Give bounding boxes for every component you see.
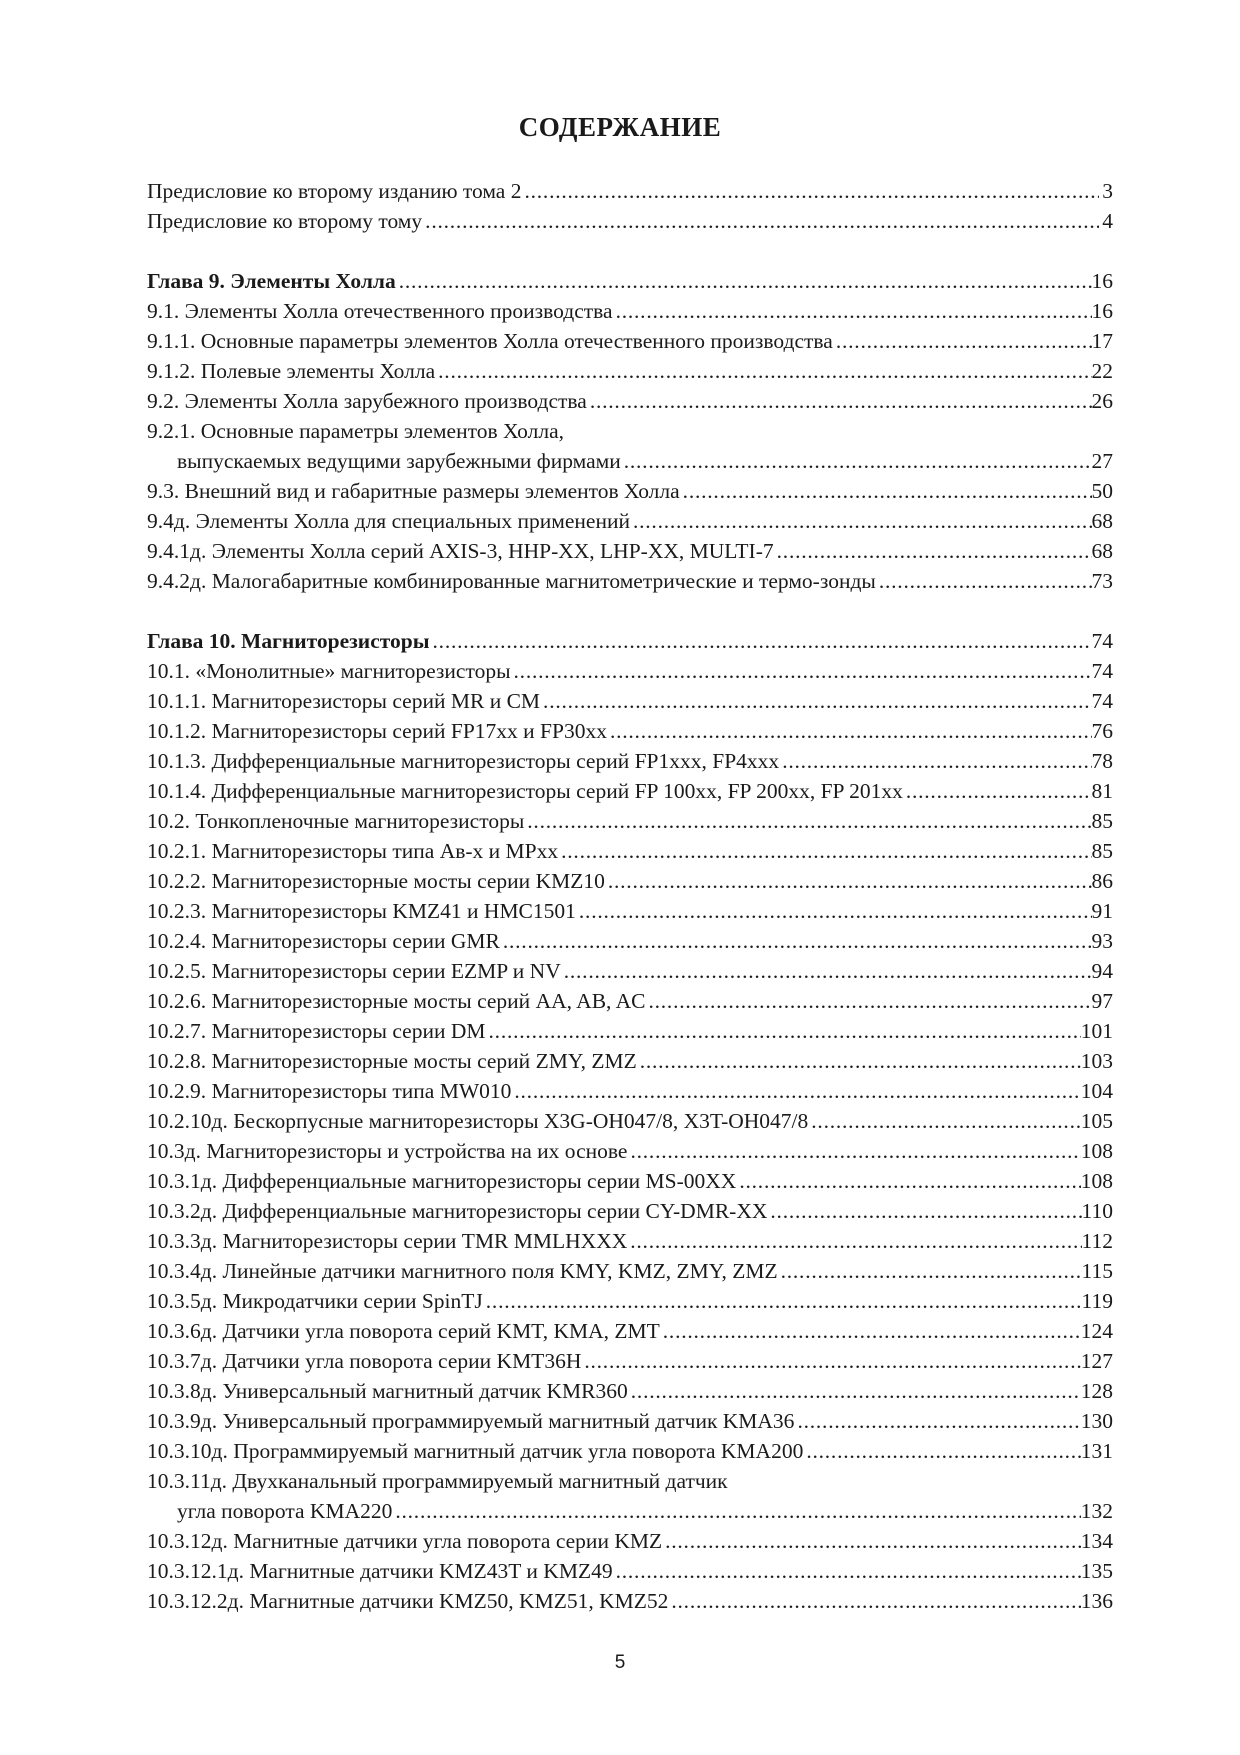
toc-entry[interactable] (147, 956, 1113, 986)
toc-entry[interactable] (147, 1106, 1113, 1136)
toc-entry-page: 26 (1091, 389, 1113, 413)
dot-leader (430, 626, 1092, 656)
toc-entry-label: 9.2. Элементы Холла зарубежного производства (147, 389, 587, 413)
toc-entry[interactable] (147, 716, 1113, 746)
toc-entry-page: 86 (1091, 869, 1113, 893)
toc-entry[interactable] (147, 1526, 1113, 1556)
dot-leader (637, 1046, 1081, 1076)
dot-leader (627, 1136, 1080, 1166)
toc-chapter-label (147, 626, 430, 656)
toc-entry[interactable] (147, 1376, 1113, 1406)
toc-entry[interactable] (147, 416, 1113, 446)
toc-entry-page: 93 (1091, 929, 1113, 953)
toc-entry-label: 9.1.2. Полевые элементы Холла (147, 359, 436, 383)
toc-entry-page: 81 (1091, 779, 1113, 803)
toc-entry-label: Предисловие ко второму изданию тома 2 (147, 179, 522, 203)
dot-leader (774, 536, 1092, 566)
toc-entry-page: 134 (1080, 1529, 1113, 1553)
dot-leader (803, 1436, 1080, 1466)
dot-leader (561, 956, 1092, 986)
toc-entry[interactable] (147, 1556, 1113, 1586)
toc-chapter-entry[interactable] (147, 266, 1113, 296)
toc-entry-label: 10.2.8. Магниторезисторные мосты серий ZMY, ZMZ (147, 1049, 637, 1073)
dot-leader (613, 296, 1092, 326)
toc-entry-page: 135 (1080, 1559, 1113, 1583)
toc-entry-page: 50 (1091, 479, 1113, 503)
toc-entry-page: 108 (1080, 1169, 1113, 1193)
toc-entry[interactable] (147, 1316, 1113, 1346)
toc-chapter-entry[interactable] (147, 626, 1113, 656)
dot-leader (587, 386, 1092, 416)
toc-entry[interactable] (147, 566, 1113, 596)
toc-entry[interactable] (147, 686, 1113, 716)
toc-entry-label: 10.1.1. Магниторезисторы серий MR и CM (147, 689, 541, 713)
toc-entry[interactable] (147, 776, 1113, 806)
toc-entry-page: 136 (1080, 1589, 1113, 1613)
toc-entry-label: 10.3.5д. Микродатчики серии SpinTJ (147, 1289, 483, 1313)
toc-entry-page: 130 (1080, 1409, 1113, 1433)
dot-leader (794, 1406, 1080, 1436)
toc-entry-label: 9.1.1. Основные параметры элементов Холла отечественного производства (147, 329, 833, 353)
toc-entry-label: 10.1.4. Дифференциальные магниторезисторы серий FP 100xx, FP 200xx, FP 201xx (147, 779, 903, 803)
toc-entry-label: 10.3.4д. Линейные датчики магнитного поля KMY, KMZ, ZMY, ZMZ (147, 1259, 778, 1283)
toc-entry-label: 10.2.9. Магниторезисторы типа MW010 (147, 1079, 512, 1103)
toc-entry-page: 76 (1091, 719, 1113, 743)
toc-entry-page: 132 (1080, 1499, 1113, 1523)
dot-leader (500, 926, 1092, 956)
toc-entry-label: 10.3.1д. Дифференциальные магниторезисторы серии MS-00XX (147, 1169, 737, 1193)
toc-entry-page: 131 (1080, 1439, 1113, 1463)
toc-entry-page: 105 (1080, 1109, 1113, 1133)
toc-entry[interactable] (147, 1466, 1113, 1496)
toc-entry[interactable] (147, 206, 1113, 236)
toc-entry[interactable] (147, 656, 1113, 686)
toc-entry-label: выпускаемых ведущими зарубежными фирмами (177, 449, 621, 473)
dot-leader (621, 446, 1092, 476)
dot-leader (680, 476, 1092, 506)
toc-entry-label: 10.3.12.1д. Магнитные датчики KMZ43T и KMZ49 (147, 1559, 613, 1583)
toc-entry-page: 103 (1080, 1049, 1113, 1073)
toc-entry-page: 16 (1091, 269, 1113, 293)
dot-leader (630, 506, 1092, 536)
toc-entry[interactable] (147, 1076, 1113, 1106)
dot-leader (521, 176, 1099, 206)
dot-leader (435, 356, 1091, 386)
toc-entry-label: 9.4.1д. Элементы Холла серий AXIS-3, HHP-XX, LHP-XX, MULTI-7 (147, 539, 774, 563)
dot-leader (576, 896, 1092, 926)
dot-leader (396, 266, 1092, 296)
dot-leader (903, 776, 1092, 806)
dot-leader (833, 326, 1092, 356)
toc-entry[interactable] (147, 476, 1113, 506)
toc-entry[interactable] (147, 1256, 1113, 1286)
toc-entry[interactable] (147, 1436, 1113, 1466)
toc-entry-label: 10.1.2. Магниторезисторы серий FP17xx и FP30xx (147, 719, 607, 743)
toc-entry-page: 85 (1091, 809, 1113, 833)
dot-leader (392, 1496, 1080, 1526)
toc-entry-label: 10.2. Тонкопленочные магниторезисторы (147, 809, 525, 833)
toc-entry-label: 9.3. Внешний вид и габаритные размеры элементов Холла (147, 479, 680, 503)
dot-leader (524, 806, 1091, 836)
toc-entry[interactable] (147, 866, 1113, 896)
toc-entry[interactable] (147, 296, 1113, 326)
toc-entry-label: Предисловие ко второму тому (147, 209, 423, 233)
toc-entry[interactable] (147, 1586, 1113, 1616)
dot-leader (422, 206, 1099, 236)
toc-entry-label: 10.2.1. Магниторезисторы типа Ав-х и MPxx (147, 839, 559, 863)
dot-leader (645, 986, 1091, 1016)
dot-leader (486, 1016, 1081, 1046)
dot-leader (779, 746, 1091, 776)
chapter-title: Глава 10. Магниторезисторы (147, 629, 430, 653)
toc-entry[interactable] (147, 176, 1113, 206)
toc-entry-page: 110 (1081, 1199, 1113, 1223)
toc-entry[interactable] (147, 536, 1113, 566)
dot-leader (628, 1376, 1081, 1406)
toc-entry[interactable] (147, 926, 1113, 956)
toc-entry[interactable] (147, 896, 1113, 926)
dot-leader (767, 1196, 1081, 1226)
toc-entry-page: 112 (1081, 1229, 1113, 1253)
toc-entry[interactable] (147, 1046, 1113, 1076)
toc-entry-continuation[interactable] (147, 1496, 1113, 1526)
toc-entry-page: 104 (1080, 1079, 1113, 1103)
dot-leader (581, 1346, 1080, 1376)
toc-entry[interactable] (147, 746, 1113, 776)
toc-entry-label: 10.3.12.2д. Магнитные датчики KMZ50, KMZ51, KMZ52 (147, 1589, 669, 1613)
toc-entry-label: 10.2.2. Магниторезисторные мосты серии KMZ10 (147, 869, 605, 893)
dot-leader (540, 686, 1091, 716)
toc-entry-page: 91 (1091, 899, 1113, 923)
toc-entry-page: 74 (1091, 629, 1113, 653)
toc-entry[interactable] (147, 836, 1113, 866)
dot-leader (668, 1586, 1080, 1616)
toc-entry-label: 10.2.3. Магниторезисторы KMZ41 и HMC1501 (147, 899, 576, 923)
toc-entry-label: угла поворота KMA220 (177, 1499, 393, 1523)
toc-entry[interactable] (147, 1346, 1113, 1376)
toc-entry-page: 3 (1102, 179, 1113, 203)
toc-entry[interactable] (147, 506, 1113, 536)
dot-leader (607, 716, 1092, 746)
dot-leader (660, 1316, 1081, 1346)
toc-entry-page: 94 (1091, 959, 1113, 983)
toc-entry[interactable] (147, 1196, 1113, 1226)
dot-leader (613, 1556, 1081, 1586)
toc-entry[interactable] (147, 1136, 1113, 1166)
dot-leader (662, 1526, 1081, 1556)
dot-leader (778, 1256, 1082, 1286)
toc-entry-label: 10.3.6д. Датчики угла поворота серий KMT, KMA, ZMT (147, 1319, 660, 1343)
toc-entry[interactable] (147, 1016, 1113, 1046)
toc-entry-page: 4 (1102, 209, 1113, 233)
dot-leader (808, 1106, 1080, 1136)
page-number: 5 (614, 1652, 626, 1673)
toc-entry-label: 10.3.12д. Магнитные датчики угла поворота серии KMZ (147, 1529, 663, 1553)
dot-leader (511, 1076, 1080, 1106)
toc-entry[interactable] (147, 386, 1113, 416)
dot-leader (627, 1226, 1081, 1256)
toc-entry-label: 10.2.10д. Бескорпусные магниторезисторы X3G-OH047/8, X3T-OH047/8 (147, 1109, 809, 1133)
toc-entry-label: 9.2.1. Основные параметры элементов Холла, (147, 419, 564, 443)
toc-entry-label: 10.3.7д. Датчики угла поворота серии KMT36H (147, 1349, 582, 1373)
chapter-title: Глава 9. Элементы Холла (147, 269, 396, 293)
toc-entry[interactable] (147, 1226, 1113, 1256)
toc-entry-page: 108 (1080, 1139, 1113, 1163)
page-title: СОДЕРЖАНИЕ (518, 112, 722, 142)
toc-chapter-label (147, 266, 396, 296)
toc-entry-label: 10.2.5. Магниторезисторы серии EZMP и NV (147, 959, 561, 983)
toc-entry-page: 74 (1091, 689, 1113, 713)
dot-leader (605, 866, 1092, 896)
toc-entry-page: 101 (1080, 1019, 1113, 1043)
toc-entry-page: 119 (1081, 1289, 1113, 1313)
dot-leader (736, 1166, 1080, 1196)
toc-entry-page: 68 (1091, 539, 1113, 563)
toc-entry-label: 10.2.7. Магниторезисторы серии DM (147, 1019, 486, 1043)
toc-entry-label: 10.2.4. Магниторезисторы серии GMR (147, 929, 500, 953)
toc-entry-page: 85 (1091, 839, 1113, 863)
toc-entry[interactable] (147, 1166, 1113, 1196)
dot-leader (558, 836, 1091, 866)
toc-entry-label: 9.4.2д. Малогабаритные комбинированные магнитометрические и термо-зонды (147, 569, 876, 593)
toc-entry-page: 97 (1091, 989, 1113, 1013)
toc-entry-page: 124 (1080, 1319, 1113, 1343)
table-of-contents (147, 176, 1113, 1616)
dot-leader (876, 566, 1092, 596)
toc-entry-label: 10.3.8д. Универсальный магнитный датчик KMR360 (147, 1379, 628, 1403)
toc-entry-label: 10.1.3. Дифференциальные магниторезисторы серий FP1xxx, FP4xxx (147, 749, 780, 773)
toc-entry[interactable] (147, 1286, 1113, 1316)
toc-entry-page: 74 (1091, 659, 1113, 683)
toc-entry-label: 9.1. Элементы Холла отечественного производства (147, 299, 613, 323)
dot-leader (511, 656, 1092, 686)
toc-entry-label: 10.3.3д. Магниторезисторы серии TMR MMLHXXX (147, 1229, 628, 1253)
toc-entry-page: 16 (1091, 299, 1113, 323)
toc-entry-page: 73 (1091, 569, 1113, 593)
toc-entry[interactable] (147, 326, 1113, 356)
dot-leader (483, 1286, 1082, 1316)
toc-entry-label: 10.3.10д. Программируемый магнитный датчик угла поворота KMA200 (147, 1439, 804, 1463)
toc-entry-continuation[interactable] (147, 446, 1113, 476)
toc-entry-page: 68 (1091, 509, 1113, 533)
toc-entry-label: 10.3.11д. Двухканальный программируемый магнитный датчик (147, 1469, 728, 1493)
toc-entry-label: 10.3.9д. Универсальный программируемый магнитный датчик KMA36 (147, 1409, 795, 1433)
toc-entry[interactable] (147, 356, 1113, 386)
toc-entry[interactable] (147, 986, 1113, 1016)
toc-entry-label: 9.4д. Элементы Холла для специальных применений (147, 509, 630, 533)
toc-entry-page: 17 (1091, 329, 1113, 353)
toc-entry-page: 128 (1080, 1379, 1113, 1403)
toc-entry-page: 115 (1081, 1259, 1113, 1283)
toc-entry-page: 27 (1091, 449, 1113, 473)
toc-entry-page: 127 (1080, 1349, 1113, 1373)
toc-entry-label: 10.2.6. Магниторезисторные мосты серий AA, AB, AC (147, 989, 646, 1013)
toc-entry-page: 22 (1091, 359, 1113, 383)
toc-entry-label: 10.1. «Монолитные» магниторезисторы (147, 659, 511, 683)
toc-entry-page: 78 (1091, 749, 1113, 773)
toc-entry-label: 10.3.2д. Дифференциальные магниторезисторы серии CY-DMR-XX (147, 1199, 768, 1223)
toc-entry-label: 10.3д. Магниторезисторы и устройства на их основе (147, 1139, 628, 1163)
toc-entry[interactable] (147, 1406, 1113, 1436)
toc-entry[interactable] (147, 806, 1113, 836)
